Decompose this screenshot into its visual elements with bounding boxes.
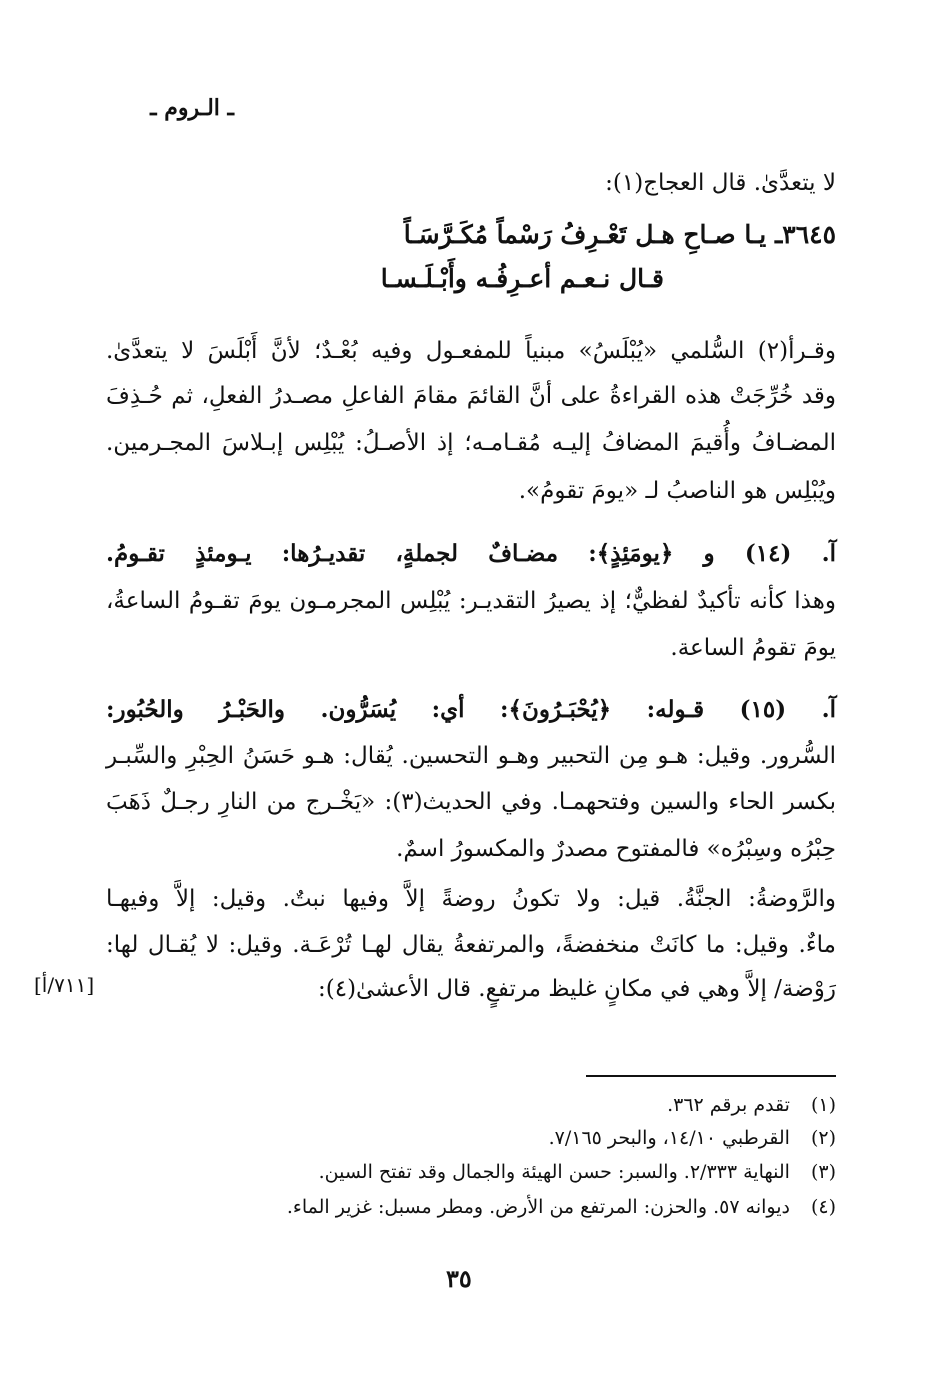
text-line: لا يتعدَّىٰ. قال العجاج(١): xyxy=(605,170,836,196)
text-line: بكسر الحاء والسين وفتحهمـا. وفي الحديث(٣): «يَخْـرج من النارِ رجـلٌ ذَهَبَ xyxy=(106,789,836,815)
text-line: ماءٌ. وقيل: ما كانَتْ منخفضةً، والمرتفعةُ يقال لهـا تُرْعَـة. وقيل: لا يُقـال لها: xyxy=(106,932,836,958)
footnote-divider xyxy=(586,1075,836,1077)
text-line: وقـرأ(٢) السُّلمي «يُبْلَسُ» مبنياً للمفعـول وفيه بُعْـدٌ؛ لأنَّ أَبْلَسَ لا يتعدَّىٰ. xyxy=(106,338,836,364)
text-line: يومَ تقومُ الساعة. xyxy=(670,635,836,661)
text-line: ويُبْلِس هو الناصبُ لـ «يومَ تقومُ». xyxy=(518,478,836,504)
footnote-text: ديوانه ٥٧. والحزن: المرتفع من الأرض. ومطر مسبل: غزير الماء. xyxy=(286,1196,790,1218)
footnote-text: تقدم برقم ٣٦٢. xyxy=(667,1094,790,1116)
verse-commentary-14: آ. (١٤) و ﴿يومَئِذٍ﴾: مضـافٌ لجملةٍ، تقديـرُها: يـومئذٍ تقـومُ. xyxy=(106,540,836,567)
verse-line-2: قـال نـعـم أعـرِفُـه وأَبْـلَـسـا xyxy=(380,264,664,293)
footnote-text: القرطبي ١٤/١٠، والبحر ٧/١٦٥. xyxy=(548,1127,790,1149)
text-line: المضـافُ وأُقيمَ المضافُ إليـه مُقـامـه؛ إذ الأصـلُ: يُبْلِس إبـلاسَ المجـرمين. xyxy=(106,430,836,456)
footnote-text: النهاية ٢/٣٣٣. والسبر: حسن الهيئة والجمال وقد تفتح السين. xyxy=(318,1161,790,1183)
footnote xyxy=(287,1196,836,1218)
footnote-number: (١) xyxy=(810,1094,836,1116)
page-number: ٣٥ xyxy=(446,1264,472,1293)
text-line: وهذا كأنه تأكيدٌ لفظيٌّ؛ إذ يصيرُ التقديـر: يُبْلِس المجرمـون يومَ تقـومُ الساعةُ، xyxy=(106,588,836,614)
verse-line-1: ٣٦٤٥ـ يـا صـاحِ هـل تَعْـرِفُ رَسْماً مُكَـرَّسَـاً xyxy=(403,220,836,249)
footnote xyxy=(667,1094,836,1116)
footnote-number: (٤) xyxy=(810,1196,836,1218)
text-line: والرَّوضةُ: الجنَّةُ. قيل: ولا تكونُ روضةً إلاَّ وفيها نبتٌ. وقيل: إلاَّ وفيهـا xyxy=(106,886,836,912)
manuscript-folio-reference: [٧١١/أ] xyxy=(34,973,95,997)
running-head: ـ الـروم ـ xyxy=(150,95,234,121)
footnote xyxy=(549,1127,836,1149)
text-line: رَوْضة/ إلاَّ وهي في مكانٍ غليظ مرتفعٍ. قال الأعشىٰ(٤): xyxy=(317,976,836,1002)
verse-commentary-15: آ. (١٥) قـوله: ﴿يُحْبَـرُونَ﴾: أي: يُسَرُّون. والحَبْـرُ والحُبُور: xyxy=(106,696,836,723)
footnote-number: (٣) xyxy=(810,1161,836,1183)
text-line: حِبْرُه وسِبْرُه» فالمفتوح مصدرٌ والمكسورُ اسمٌ. xyxy=(396,836,836,862)
text-line: السُّرور. وقيل: هـو مِن التحبير وهـو التحسين. يُقال: هـو حَسَنُ الحِبْرِ والسِّبـر xyxy=(106,743,836,769)
footnote-number: (٢) xyxy=(810,1127,836,1149)
text-line: وقد خُرِّجَتْ هذه القراءةُ على أنَّ القائمَ مقامَ الفاعلِ مصـدرُ الفعلِ، ثم حُـذِفَ xyxy=(106,383,836,409)
footnote xyxy=(319,1161,836,1183)
